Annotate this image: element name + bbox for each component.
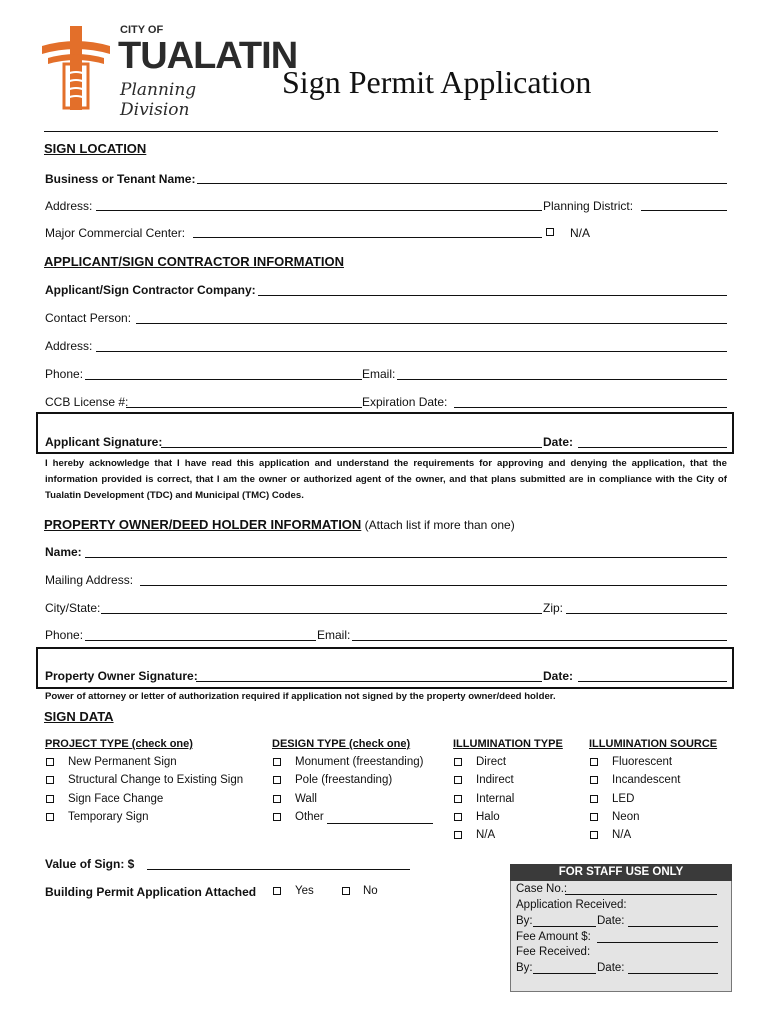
major-center-label: Major Commercial Center:	[45, 226, 186, 240]
applicant-company-label: Applicant/Sign Contractor Company:	[45, 283, 256, 297]
owner-signature-label: Property Owner Signature:	[45, 669, 198, 683]
illum-source-option-label: Incandescent	[612, 774, 681, 786]
staff-fee-received-label: Fee Received:	[516, 946, 591, 958]
illum-source-option-label: N/A	[612, 829, 632, 841]
major-center-na-checkbox[interactable]	[546, 228, 554, 236]
logo-name: TUALATIN	[118, 35, 298, 77]
design-option-label: Monument (freestanding)	[295, 756, 424, 768]
staff-fee-amount-field[interactable]	[597, 942, 718, 943]
staff-app-received-label	[516, 899, 627, 911]
illum-type-option-label: Indirect	[476, 774, 514, 786]
expiration-date-field[interactable]	[454, 407, 727, 408]
applicant-address-label: Address:	[45, 339, 93, 353]
section-sign-data: SIGN DATA	[44, 709, 114, 724]
city-state-field[interactable]	[101, 613, 542, 614]
design-pole-checkbox[interactable]	[273, 776, 281, 784]
applicant-address-field[interactable]	[96, 351, 727, 352]
applicant-signature-field[interactable]	[161, 447, 542, 448]
illum-source-led-checkbox[interactable]	[590, 795, 598, 803]
zip-label: Zip:	[543, 601, 564, 615]
project-face-change-checkbox[interactable]	[46, 795, 54, 803]
owner-date-label: Date:	[543, 669, 574, 683]
design-option-label: Pole (freestanding)	[295, 774, 393, 786]
illum-source-na-checkbox[interactable]	[590, 831, 598, 839]
staff-use-heading: FOR STAFF USE ONLY	[510, 864, 732, 881]
illum-source-fluorescent-checkbox[interactable]	[590, 758, 598, 766]
owner-name-label: Name:	[45, 545, 82, 559]
project-option-label: New Permanent Sign	[68, 756, 177, 768]
permit-yes-checkbox[interactable]	[273, 887, 281, 895]
title-rule	[44, 131, 718, 132]
owner-signature-field[interactable]	[196, 681, 542, 682]
design-monument-checkbox[interactable]	[273, 758, 281, 766]
illum-type-option-label: Internal	[476, 793, 515, 805]
acknowledgement-text: I hereby acknowledge that I have read this application and understand the requirements for approving and denying the application, that the information provided is correct, that I am the owner or authorized agent of the owner, and that plans submitted are in compliance with the City of Tualatin Development (TDC) and Municipal (TMC) Codes.	[45, 458, 727, 501]
applicant-email-label: Email:	[362, 367, 396, 381]
city-state-label: City/State:	[45, 601, 101, 615]
permit-no-checkbox[interactable]	[342, 887, 350, 895]
city-logo	[40, 24, 298, 120]
design-wall-checkbox[interactable]	[273, 795, 281, 803]
owner-phone-field[interactable]	[85, 640, 316, 641]
staff-date2-field[interactable]	[628, 973, 718, 974]
section-owner-note: (Attach list if more than one)	[361, 518, 515, 532]
owner-name-field[interactable]	[85, 557, 727, 558]
owner-phone-label: Phone:	[45, 628, 84, 642]
owner-email-field[interactable]	[352, 640, 727, 641]
project-option-label: Sign Face Change	[68, 793, 164, 805]
zip-field[interactable]	[566, 613, 727, 614]
sign-value-label: Value of Sign: $	[45, 857, 135, 871]
applicant-phone-field[interactable]	[85, 379, 362, 380]
applicant-email-field[interactable]	[397, 379, 727, 380]
staff-fee-amount-label: Fee Amount $:	[516, 931, 591, 943]
authorization-note: Power of attorney or letter of authorization required if application not signed by the property owner/deed holder.	[45, 691, 556, 702]
illum-source-incandescent-checkbox[interactable]	[590, 776, 598, 784]
logo-city-of: CITY OF	[120, 24, 164, 36]
page-title: Sign Permit Application	[282, 64, 592, 100]
project-option-label: Structural Change to Existing Sign	[68, 774, 244, 786]
owner-date-field[interactable]	[578, 681, 727, 682]
business-name-field[interactable]	[197, 183, 727, 184]
design-other-field[interactable]	[327, 823, 433, 824]
illum-source-option-label: Fluorescent	[612, 756, 673, 768]
illum-source-option-label: Neon	[612, 811, 640, 823]
illum-type-halo-checkbox[interactable]	[454, 813, 462, 821]
section-sign-location: SIGN LOCATION	[44, 141, 147, 156]
illum-type-direct-checkbox[interactable]	[454, 758, 462, 766]
staff-case-no-label: Case No.:	[516, 883, 568, 895]
staff-app-received-text: Application Received:	[516, 899, 627, 911]
illumination-source-header: ILLUMINATION SOURCE	[589, 738, 718, 750]
staff-date-label: Date:	[597, 915, 625, 927]
sign-address-label: Address:	[45, 199, 93, 213]
project-structural-change-checkbox[interactable]	[46, 776, 54, 784]
logo-division: Planning Division	[120, 80, 197, 120]
staff-by-label: By:	[516, 915, 533, 927]
permit-no-label: No	[363, 885, 378, 897]
planning-district-field[interactable]	[641, 210, 727, 211]
staff-by2-field[interactable]	[533, 973, 596, 974]
staff-date-field[interactable]	[628, 926, 718, 927]
design-type-header: DESIGN TYPE (check one)	[272, 738, 411, 750]
staff-date2-label: Date:	[597, 962, 625, 974]
permit-attached-label: Building Permit Application Attached	[45, 885, 257, 899]
sign-value-field[interactable]	[147, 869, 410, 870]
illum-type-internal-checkbox[interactable]	[454, 795, 462, 803]
applicant-company-field[interactable]	[258, 295, 727, 296]
expiration-date-label: Expiration Date:	[362, 395, 448, 409]
design-other-checkbox[interactable]	[273, 813, 281, 821]
owner-email-label: Email:	[317, 628, 351, 642]
design-option-label: Wall	[295, 793, 317, 805]
illum-type-option-label: Halo	[476, 811, 500, 823]
mailing-address-field[interactable]	[140, 585, 727, 586]
section-owner-title: PROPERTY OWNER/DEED HOLDER INFORMATION	[44, 517, 362, 532]
applicant-phone-label: Phone:	[45, 367, 84, 381]
major-center-na-label: N/A	[570, 226, 591, 240]
contact-person-label: Contact Person:	[45, 311, 132, 325]
illum-source-neon-checkbox[interactable]	[590, 813, 598, 821]
applicant-signature-label: Applicant Signature:	[45, 435, 163, 449]
ccb-license-label: CCB License #:	[45, 395, 129, 409]
project-type-header: PROJECT TYPE (check one)	[45, 738, 193, 750]
major-center-field[interactable]	[193, 237, 542, 238]
applicant-date-field[interactable]	[578, 447, 727, 448]
illum-type-na-checkbox[interactable]	[454, 831, 462, 839]
tualatin-emblem-icon	[40, 24, 112, 110]
mailing-address-label: Mailing Address:	[45, 573, 134, 587]
permit-yes-label: Yes	[295, 885, 314, 897]
project-option-label: Temporary Sign	[68, 811, 149, 823]
section-applicant: APPLICANT/SIGN CONTRACTOR INFORMATION	[44, 254, 344, 269]
planning-district-label: Planning District:	[543, 199, 634, 213]
illum-type-indirect-checkbox[interactable]	[454, 776, 462, 784]
ccb-license-field[interactable]	[126, 407, 362, 408]
illum-type-option-label: Direct	[476, 756, 507, 768]
staff-by2-label: By:	[516, 962, 533, 974]
section-owner	[44, 517, 515, 532]
project-new-permanent-checkbox[interactable]	[46, 758, 54, 766]
design-option-label: Other	[295, 811, 324, 823]
sign-address-field[interactable]	[96, 210, 542, 211]
illumination-type-header: ILLUMINATION TYPE	[453, 738, 563, 750]
applicant-date-label: Date:	[543, 435, 574, 449]
illum-source-option-label: LED	[612, 793, 635, 805]
business-name-label: Business or Tenant Name:	[45, 172, 196, 186]
staff-by-field[interactable]	[533, 926, 596, 927]
illum-type-option-label: N/A	[476, 829, 496, 841]
staff-case-no-field[interactable]	[565, 894, 717, 895]
project-temporary-checkbox[interactable]	[46, 813, 54, 821]
contact-person-field[interactable]	[136, 323, 727, 324]
